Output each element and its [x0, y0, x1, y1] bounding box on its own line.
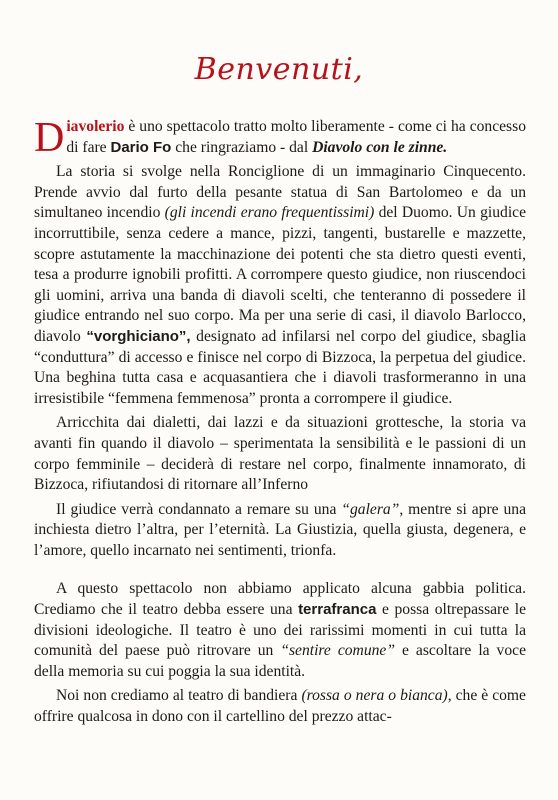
- paragraph-banner: [34, 686, 526, 727]
- paragraph-text: è uno spettacolo tratto molto liberamente - come ci ha concesso di fare: [66, 118, 526, 156]
- paragraph-politics: [34, 579, 526, 682]
- body-text: [34, 117, 526, 728]
- paragraph-text: , che è come offrire qualcosa in dono con il cartellino del prezzo attac-: [34, 687, 526, 726]
- paragraph-story: [34, 162, 526, 409]
- page-title: Benvenuti,: [194, 52, 364, 87]
- paragraph-dialects: Arricchita dai dialetti, dai lazzi e da situazioni grottesche, la storia va avanti fin quando il diavolo – sperimentata la sensibilità e le passioni di un corpo femminile – deciderà di restare nel corpo, finalmente innamorato, di Bizzoca, rifiutandosi di ritornare all’Inferno: [34, 414, 526, 494]
- drop-cap: D: [34, 115, 65, 161]
- work-title: Diavolo con le zinne.: [312, 138, 448, 156]
- paragraph-text: che ringraziamo - dal: [171, 138, 313, 156]
- paragraph-text: e possa oltrepassare le divisioni ideologiche. Il teatro è uno dei rarissimi momenti in cui tutta la comunità del paese può ritrovare un: [34, 601, 526, 660]
- paragraph-text: , mentre si apre una inchiesta dietro l’altra, per l’eternità. La Giustizia, quella giusta, degenera, e l’amore, quello incarnato nei sentimenti, trionfa.: [34, 500, 526, 559]
- italic-term: “galera”: [341, 500, 400, 518]
- italic-term: “sentire comune”: [280, 642, 396, 660]
- paragraph-text: del Duomo. Un giudice incorruttibile, senza cedere a mance, pizzi, tangenti, bustarelle e mazzette, scopre astutamente la macchinazione dei potenti che sta dietro questi eventi, tesa a produrre ignobili profitti. A corrompere questo giudice, non riuscendoci gli uomini, arriva una banda di diavoli scelti, che tenteranno di possedere il giudice entrando nel suo corpo. Ma per una serie di casi, il diavolo Barlocco, diavolo: [34, 204, 527, 345]
- italic-term: (rossa o nera o bianca): [301, 687, 448, 705]
- bold-term: terrafranca: [298, 601, 377, 619]
- paragraph-text: A questo spettacolo non abbiamo applicato alcuna gabbia politica. Crediamo che il teatro debba essere una: [34, 580, 526, 619]
- paragraph-text: e ascoltare la voce della memoria su cui poggia la sua identità.: [34, 642, 526, 680]
- author-name: Dario Fo: [110, 138, 172, 156]
- paragraph-text: Noi non crediamo al teatro di bandiera: [56, 687, 302, 705]
- show-title: iavolerio: [66, 118, 125, 135]
- paragraph-text: designato ad infilarsi nel corpo del giudice, sbaglia “conduttura” di accesso e finisce nel corpo di Bizzoca, la perpetua del giudice. Una beghina tutta casa e acquasantiera che i diavoli trasformeranno in una irresistibile “femmena femmenosa” pronta a corrompere il giudice.: [34, 327, 526, 407]
- paragraph-intro: [34, 115, 526, 161]
- bold-term: “vorghiciano”,: [86, 327, 191, 345]
- paragraph-text: Il giudice verrà condannato a remare su una: [56, 500, 342, 518]
- paragraph-judge: [34, 500, 526, 562]
- italic-note: (gli incendi erano frequentissimi): [164, 204, 375, 222]
- paragraph-text: La storia si svolge nella Ronciglione di un immaginario Cinquecento. Prende avvio dal furto della pesante statua di San Bartolomeo e da un simultaneo incendio: [34, 163, 526, 222]
